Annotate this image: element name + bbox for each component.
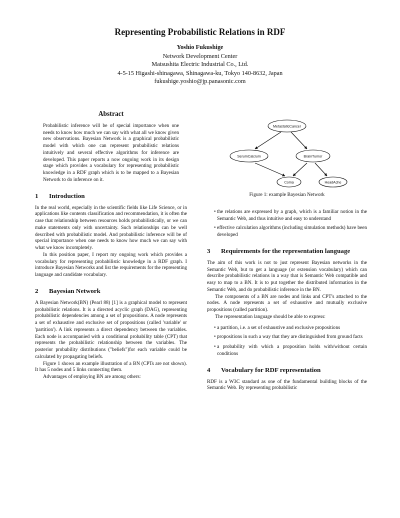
paragraph: A Bayesian Network(BN) (Pearl 88) [1] is a graphical model to represent probabilistic relations. It is a directed acyclic graph (DAG), representing probabilistic dependencies among a set of propositions. A node represents a set of exhaustive and exclusive set of propositions (called 'variable' or 'partition'). A link represents a direct dependency between the variables. Each node is accompanied with a conditional probability table (CPT) that represents the probabilistic relationship between the variables. The posterior probability distributions ("beliefs")for each variable could be calculated by propagating beliefs. — [35, 299, 187, 360]
requirements-list — [207, 325, 367, 358]
node-label: Coma — [284, 180, 294, 185]
advantages-list — [207, 209, 367, 239]
paragraph: The aim of this work is not to just represent Bayesian networks in the Semantic Web, but to get a language (or extension vocabulary) which can describe probabilistic relations in a way that is Semantic Web compatible and easy to map to a BN. It is to put together the distributed information in the Semantic Web, and do probabilistic inference in the BN. — [207, 259, 367, 293]
section-title: Requirements for the representation language — [221, 247, 351, 255]
paragraph: The components of a BN are nodes and links and CPT's attached to the nodes. A node represents a set of exhaustive and mutually exclusive propositions (called partition). — [207, 293, 367, 313]
paper-title: Representing Probabilistic Relations in RDF — [114, 27, 286, 37]
list-item: • the relations are expressed by a graph, which is a familiar notion in the Semantic Web, and thus intuitive and easy to understand — [217, 209, 367, 223]
node-label: SerumCalcium — [237, 154, 261, 159]
section-title: Introduction — [49, 192, 85, 200]
paragraph: Figure 1 shows an example illustration of a BN (CPTs are not shown). It has 5 nodes and 5 links connecting them. — [35, 360, 187, 374]
edge-brain-coma — [293, 163, 307, 176]
author-org: Network Development Center — [162, 52, 238, 60]
figure-caption: Figure 1: example Bayesian Network — [249, 192, 325, 198]
left-column — [35, 110, 187, 381]
list-item: • propositions in such a way that they are distinguished from ground facts — [217, 334, 367, 341]
section-heading-vocabulary — [207, 367, 367, 375]
section-heading-bayesian-network — [35, 288, 187, 296]
edge-serum-coma — [255, 163, 285, 176]
section-number: 4 — [207, 366, 211, 374]
paragraph: In this position paper, I report my ongoing work which provides a vocabulary for representing probabilistic knowledge in a RDF graph. I introduce Bayesian Networks and list the requirements for the representing language and candidate vocabulary. — [35, 251, 187, 278]
paragraph: The representation language should be able to express: — [215, 313, 326, 320]
node-label: MetastaticCancer — [273, 124, 301, 129]
section-heading-requirements — [207, 248, 367, 256]
edge-brain-headache — [315, 163, 327, 176]
edge-metastatic-brain — [291, 132, 307, 149]
section-number: 2 — [35, 287, 39, 295]
author-email: fukushige.yoshio@jp.panasonic.com — [154, 78, 246, 86]
section-heading-introduction — [35, 193, 187, 201]
list-item: • effective calculation algorithms (including simulation methods) have been developed — [217, 225, 367, 239]
author-company: Matsushita Electric Industrial Co., Ltd. — [151, 61, 249, 69]
list-item: • a probability with which a proposition holds with/without certain conditions — [217, 344, 367, 358]
abstract-text: Probabilistic inference will be of special importance when one needs to know how much we can say with what all we know given new observations. Bayesian Network is a graphical probabilistic model with which one can represent probabilistic relations intuitively and several effective algorithms for inference are developed. This paper reports a now ongoing work in its design stage which provides a vocabulary for representing probabilistic knowledge in a RDF graph which is to be mapped to a Bayesian Network to do inference on it. — [43, 122, 179, 183]
section-number: 3 — [207, 247, 211, 255]
section-number: 1 — [35, 192, 39, 200]
paragraph: In the real world, especially in the scientific fields like Life Science, or in applications like contents classification and recommendation, it is often the case that relationship between resources holds probabilistically, or we can make statements only with uncertainty. Such relationships can be well described with probabilistic model. And probabilistic inference will be of special importance when one needs to know how much we can say with what we know incompletely. — [35, 204, 187, 251]
right-column — [207, 110, 367, 392]
author-block — [0, 44, 400, 87]
paragraph: Advantages of employing BN are among others: — [43, 374, 141, 380]
list-item: • a partition, i.e. a set of exhaustive and exclusive propositions — [217, 325, 367, 332]
section-title: Bayesian Network — [49, 287, 101, 295]
bayesian-network-diagram — [207, 110, 367, 190]
abstract-heading: Abstract — [98, 111, 124, 118]
bayesian-network-figure — [207, 110, 367, 190]
node-label: HeadAche — [324, 180, 342, 185]
edge-metastatic-serum — [255, 132, 281, 149]
node-label: BrainTumor — [303, 154, 323, 159]
section-title: Vocabulary for RDF representation — [221, 366, 321, 374]
author-address: 4-5-15 Higashi-shinagawa, Shinagawa-ku, Tokyo 140-8632, Japan — [117, 69, 283, 77]
author-name: Yoshio Fukushige — [176, 44, 224, 51]
paragraph: RDF is a W3C standard as one of the fundamental building blocks of the Semantic Web. By representing probabilistic — [207, 378, 367, 392]
